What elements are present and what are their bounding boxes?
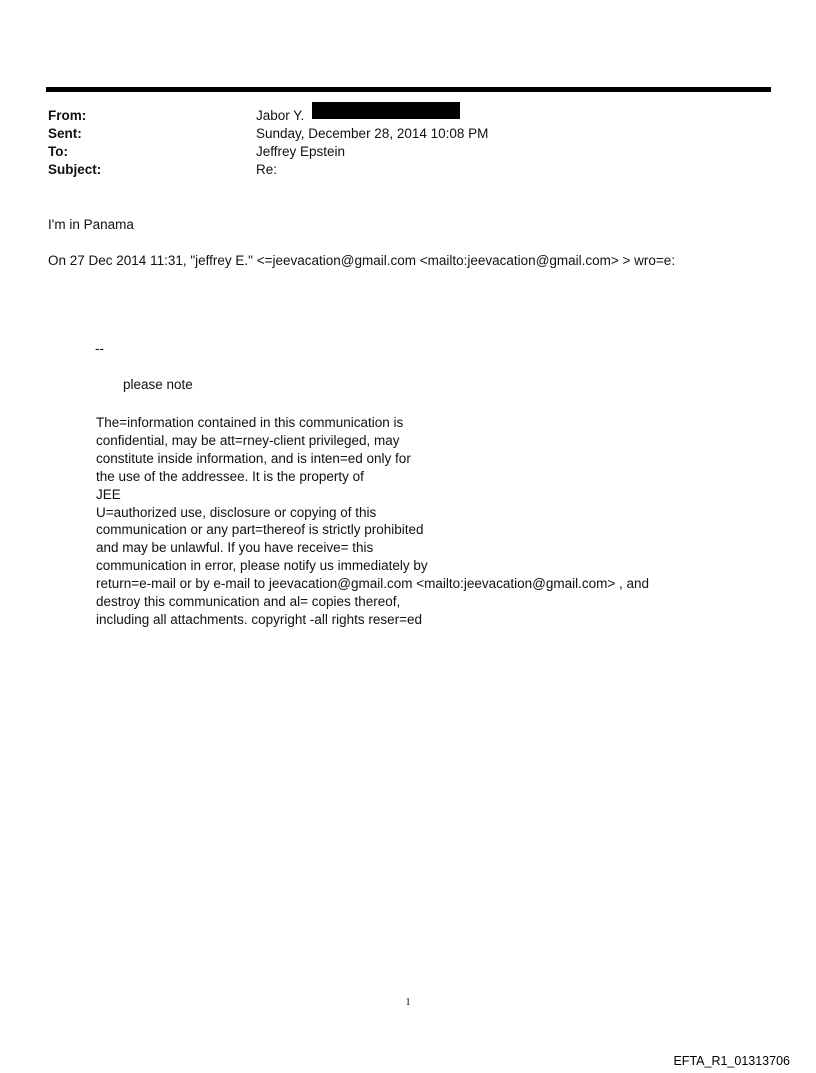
page-number: 1 (405, 996, 411, 1008)
subject-value: Re: (256, 162, 278, 177)
disclaimer-line: constitute inside information, and is inten=ed only for (96, 450, 411, 466)
to-value: Jeffrey Epstein (256, 144, 346, 159)
from-value (256, 107, 304, 125)
disclaimer-line: The=information contained in this communication is (96, 415, 404, 430)
disclaimer-line: and may be unlawful. If you have receive= this (96, 540, 374, 556)
subject-label: Subject: (48, 162, 102, 177)
sent-row (48, 125, 488, 143)
disclaimer-line: communication or any part=thereof is strictly prohibited (96, 522, 424, 538)
subject-row (48, 161, 488, 179)
from-row (48, 107, 488, 125)
reply-text: I'm in Panama (48, 217, 134, 232)
disclaimer-line: communication in error, please notify us immediately by (96, 558, 428, 574)
disclaimer-line: destroy this communication and al= copies thereof, (96, 594, 401, 610)
please-note-text: please note (123, 377, 193, 392)
signature-separator: -- (95, 341, 104, 356)
email-header (48, 107, 488, 179)
document-id: EFTA_R1_01313706 (673, 1054, 790, 1068)
disclaimer-line: the use of the addressee. It is the property of (96, 468, 364, 484)
redaction-block (312, 102, 460, 119)
header-rule (46, 87, 771, 92)
disclaimer-line: including all attachments. copyright -all rights reser=ed (96, 611, 423, 627)
to-label: To: (48, 144, 68, 159)
disclaimer-line: return=e-mail or by e-mail to jeevacation@gmail.com <mailto:jeevacation@gmail.com> , and (96, 576, 650, 592)
from-label: From: (48, 108, 87, 123)
from-name: Jabor Y. (256, 108, 305, 123)
disclaimer-line: JEE (96, 486, 121, 502)
sent-value: Sunday, December 28, 2014 10:08 PM (256, 126, 489, 141)
disclaimer-line: U=authorized use, disclosure or copying of this (96, 504, 377, 520)
disclaimer (96, 414, 649, 629)
disclaimer-line: confidential, may be att=rney-client privileged, may (96, 432, 400, 448)
to-row (48, 143, 488, 161)
quote-intro: On 27 Dec 2014 11:31, "jeffrey E." <=jeevacation@gmail.com <mailto:jeevacation@gmail.com> > wro=e: (48, 253, 676, 268)
sent-label: Sent: (48, 126, 82, 141)
